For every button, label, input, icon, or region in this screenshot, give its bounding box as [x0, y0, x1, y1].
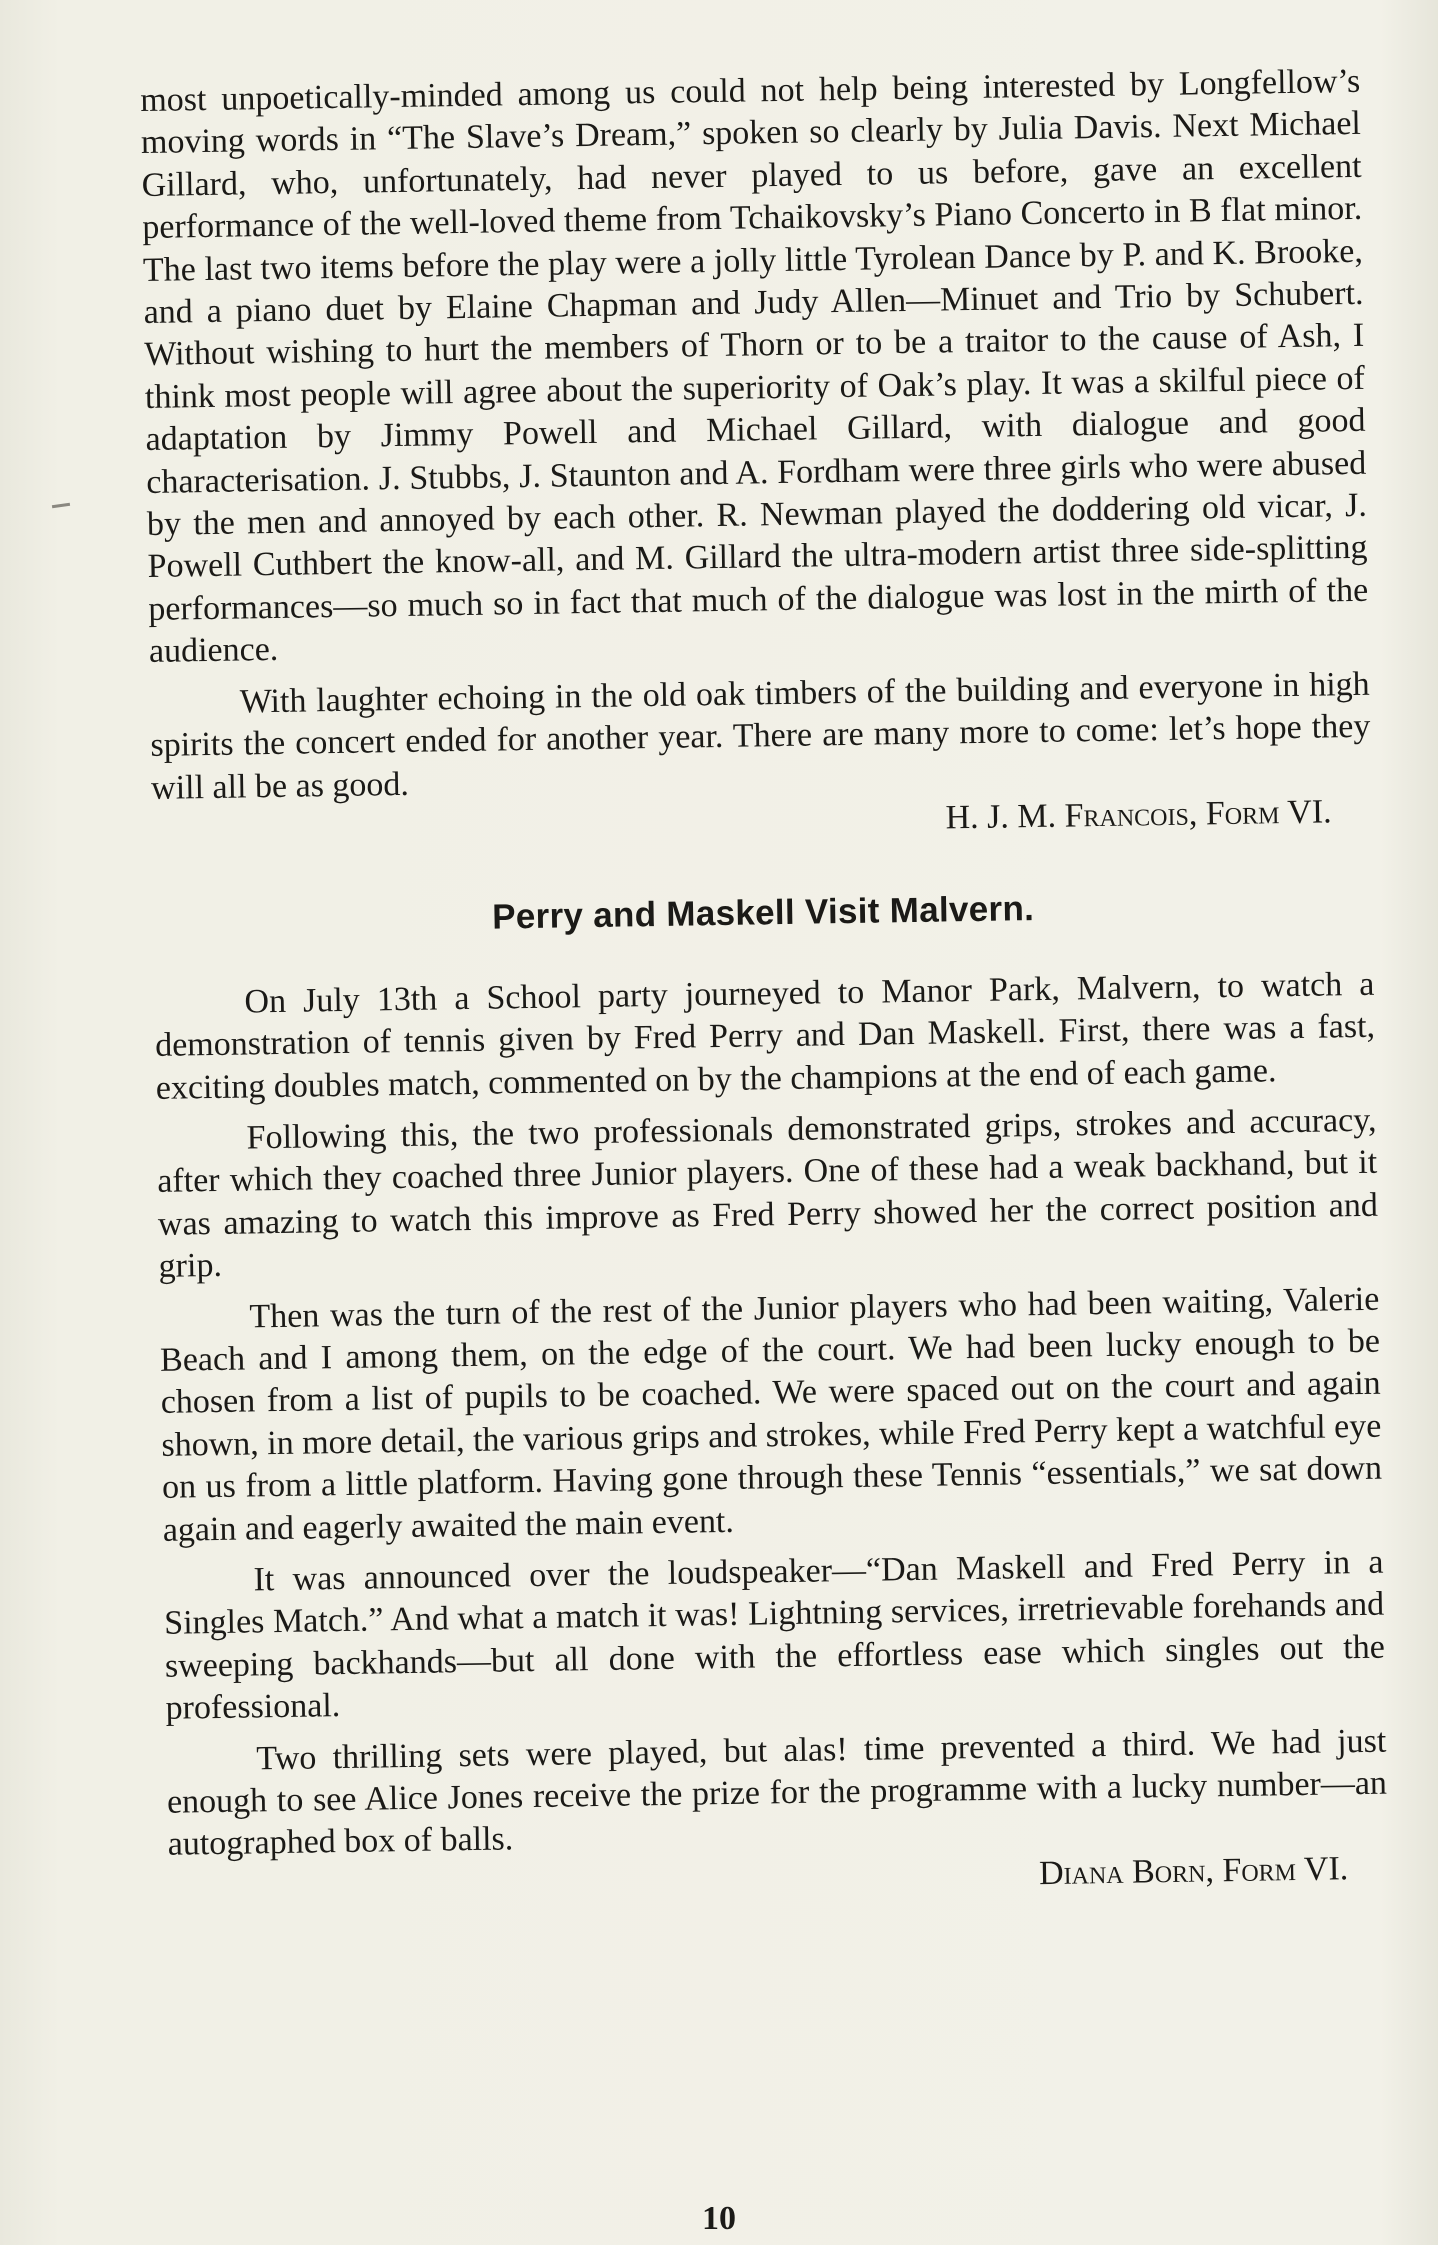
- concert-report-signature: H. J. M. Francois, Form VI.: [945, 793, 1332, 837]
- tennis-report-paragraph-3: Then was the turn of the rest of the Junior players who had been waiting, Valerie Beach and I among them, on the edge of the court. We had been lucky enough to be chosen from a list of pupils to be coached. We were spaced out on the court and again shown, in more detail, the various grips and strokes, while Fred Perry kept a watchful eye on us from a little platform. Having gone through these Tennis “essentials,” we sat down again and eagerly awaited the main event.: [159, 1280, 1383, 1549]
- tennis-report-paragraph-2: Following this, the two professionals demonstrated grips, strokes and accuracy, after which they coached three Junior players. One of these had a weak backhand, but it was amazing to watch this improve as Fred Perry showed her the correct position and grip.: [157, 1101, 1379, 1286]
- margin-pencil-mark: [52, 503, 70, 508]
- tennis-report-paragraph-4: It was announced over the loudspeaker—“Dan Maskell and Fred Perry in a Singles Match.” And what a match it was! Lightning services, irretrievable forehands and sweeping backhands—but all done with the effortless ease which singles out the professional.: [163, 1543, 1386, 1728]
- tennis-report-signature: Diana Born, Form VI.: [1038, 1850, 1349, 1892]
- text-column: [140, 61, 1389, 1909]
- concert-report-paragraph-1: most unpoetically-minded among us could not help being interested by Longfellow’s moving words in “The Slave’s Dream,” spoken so clearly by Julia Davis. Next Michael Gillard, who, unfortunately, had never played to us before, gave an excellent performance of the well-loved theme from Tchaikovsky’s Piano Concerto in B flat minor. The last two items before the play were a jolly little Tyrolean Dance by P. and K. Brooke, and a piano duet by Elaine Chapman and Judy Allen—Minuet and Trio by Schubert. Without wishing to hurt the members of Thorn or to be a traitor to the cause of Ash, I think most people will agree about the superiority of Oak’s play. It was a skilful piece of adaptation by Jimmy Powell and Michael Gillard, with dialogue and good characterisation. J. Stubbs, J. Staunton and A. Fordham were three girls who were abused by the men and annoyed by each other. R. Newman played the doddering old vicar, J. Powell Cuthbert the know-all, and M. Gillard the ultra-modern artist three side-splitting performances—so much so in fact that much of the dialogue was lost in the mirth of the audience.: [140, 62, 1369, 671]
- article-heading: Perry and Maskell Visit Malvern.: [491, 889, 1035, 937]
- concert-report-paragraph-2: With laughter echoing in the old oak timbers of the building and everyone in high spirits the concert ended for another year. There are many more to come: let’s hope they will all be as good.: [150, 665, 1371, 807]
- page-number: 10: [702, 2200, 736, 2237]
- tennis-report-paragraph-1: On July 13th a School party journeyed to Manor Park, Malvern, to watch a demonstration of tennis given by Fred Perry and Dan Maskell. First, there was a fast, exciting doubles match, commented on by the champions at the end of each game.: [154, 965, 1376, 1107]
- tennis-report-paragraph-5: Two thrilling sets were played, but alas! time prevented a third. We had just enough to see Alice Jones receive the prize for the programme with a lucky number—an autographed box of balls.: [166, 1722, 1388, 1864]
